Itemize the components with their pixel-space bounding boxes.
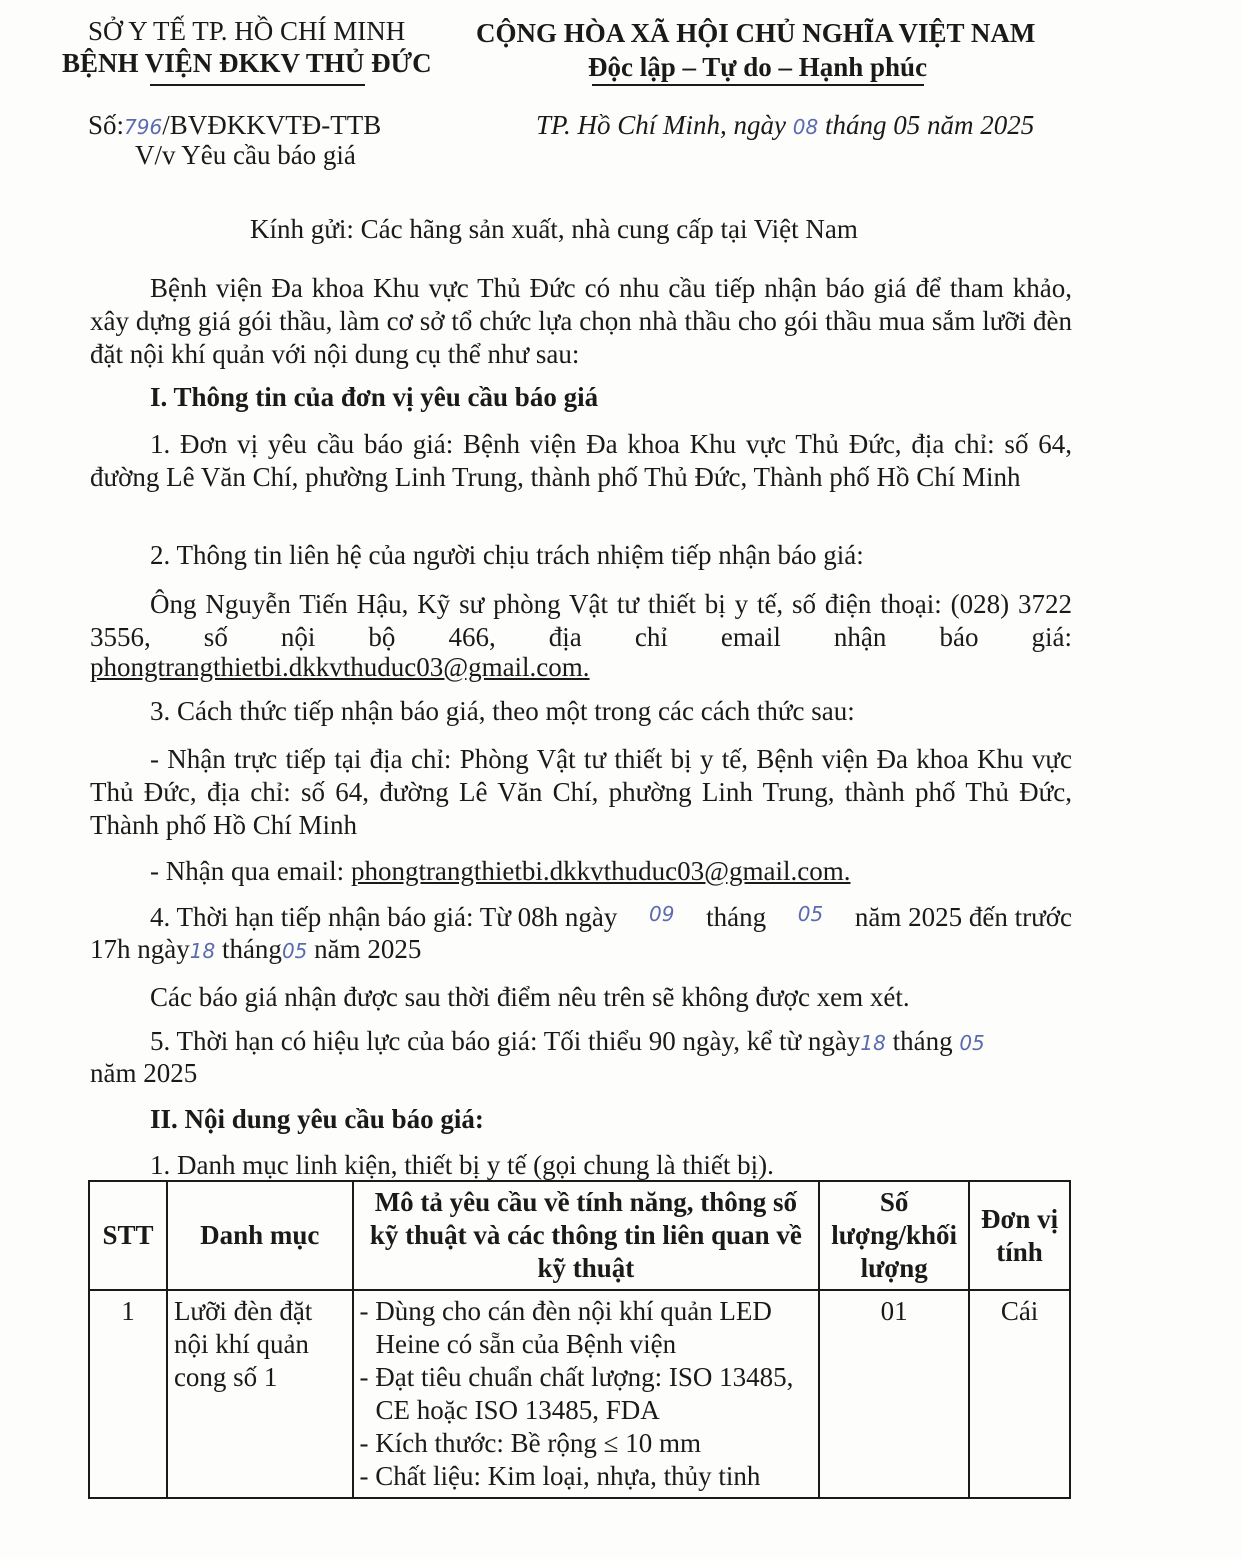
right-header-rule xyxy=(592,84,924,86)
section-1-item-3: 3. Cách thức tiếp nhận báo giá, theo một trong các cách thức sau: xyxy=(150,696,855,726)
contact-info: Ông Nguyễn Tiến Hậu, Kỹ sư phòng Vật tư thiết bị y tế, số điện thoại: (028) 3722 3556, số nội bộ 466, địa chỉ email nhận báo giá: xyxy=(90,589,1072,652)
cell-qty: 01 xyxy=(819,1290,969,1498)
cell-desc xyxy=(353,1290,820,1498)
item4-text-c: năm 2025 đến trước xyxy=(854,902,1072,932)
header-danh-muc: Danh mục xyxy=(167,1181,353,1290)
section-1-item-5-line2: năm 2025 xyxy=(90,1058,198,1088)
desc-item: - Chất liệu: Kim loại, nhựa, thủy tinh xyxy=(359,1461,761,1491)
subject-line: V/v Yêu cầu báo giá xyxy=(135,140,356,170)
section-1-item-4-line1 xyxy=(150,902,1072,933)
item5-text-b: tháng xyxy=(892,1026,953,1056)
handwritten-month-2: 05 xyxy=(281,939,308,963)
section-1-item-4-line2 xyxy=(90,934,421,965)
table-row xyxy=(89,1290,1070,1498)
header-so-luong: Số lượng/khối lượng xyxy=(819,1181,969,1290)
handwritten-day-2: 18 xyxy=(189,939,216,963)
item4-text-d: 17h ngày xyxy=(90,934,190,964)
handwritten-day-3: 18 xyxy=(860,1031,886,1055)
section-1-item-2: 2. Thông tin liên hệ của người chịu trách nhiệm tiếp nhận báo giá: xyxy=(150,540,864,570)
handwritten-month-1: 05 xyxy=(797,902,824,926)
handwritten-month-3: 05 xyxy=(959,1031,985,1055)
item4-text-f: năm 2025 xyxy=(314,934,422,964)
recipient: Kính gửi: Các hãng sản xuất, nhà cung cấp tại Việt Nam xyxy=(250,214,858,244)
equipment-table xyxy=(88,1180,1071,1499)
header-mo-ta: Mô tả yêu cầu về tính năng, thông số kỹ thuật và các thông tin liên quan về kỹ thuật xyxy=(353,1181,820,1290)
desc-item: - Đạt tiêu chuẩn chất lượng: ISO 13485, CE hoặc ISO 13485, FDA xyxy=(359,1362,794,1425)
section-1-item-1: 1. Đơn vị yêu cầu báo giá: Bệnh viện Đa khoa Khu vực Thủ Đức, địa chỉ: số 64, đường Lê Văn Chí, phường Linh Trung, thành phố Thủ Đức, Thành phố Hồ Chí Minh xyxy=(90,429,1072,492)
header-don-vi: Đơn vị tính xyxy=(969,1181,1070,1290)
agency-name: SỞ Y TẾ TP. HỒ CHÍ MINH xyxy=(88,16,406,46)
cell-unit: Cái xyxy=(969,1290,1070,1498)
item4-text-e: tháng xyxy=(221,934,282,964)
section-1-title: I. Thông tin của đơn vị yêu cầu báo giá xyxy=(150,382,599,412)
section-1-item-3a: - Nhận trực tiếp tại địa chỉ: Phòng Vật tư thiết bị y tế, Bệnh viện Đa khoa Khu vực Thủ Đức, địa chỉ: số 64, đường Lê Văn Chí, phường Linh Trung, thành phố Thủ Đức, Thành phố Hồ Chí Minh xyxy=(90,744,1072,840)
intro-paragraph: Bệnh viện Đa khoa Khu vực Thủ Đức có nhu cầu tiếp nhận báo giá để tham khảo, xây dựng giá gói thầu, làm cơ sở tổ chức lựa chọn nhà thầu cho gói thầu mua sắm lưỡi đèn đặt nội khí quản với nội dung cụ thể như sau: xyxy=(90,273,1072,369)
handwritten-day-1: 09 xyxy=(649,902,675,926)
document-number xyxy=(88,110,381,141)
motto: Độc lập – Tự do – Hạnh phúc xyxy=(588,52,928,82)
desc-item: - Kích thước: Bề rộng ≤ 10 mm xyxy=(359,1428,701,1458)
number-prefix: Số: xyxy=(88,110,125,140)
item4-text-b: tháng xyxy=(706,902,767,932)
contact-email-link[interactable]: phongtrangthietbi.dkkvthuduc03@gmail.com. xyxy=(90,652,590,682)
handwritten-day: 08 xyxy=(792,115,819,139)
header-stt: STT xyxy=(89,1181,167,1290)
number-suffix: /BVĐKKVTĐ-TTB xyxy=(162,110,382,140)
section-1-item-3b xyxy=(150,856,850,887)
section-2-item-1: 1. Danh mục linh kiện, thiết bị y tế (gọi chung là thiết bị). xyxy=(150,1150,774,1180)
left-header-rule xyxy=(150,84,365,86)
email-prefix: - Nhận qua email: xyxy=(150,856,345,886)
republic-name: CỘNG HÒA XÃ HỘI CHỦ NGHĨA VIỆT NAM xyxy=(476,18,1036,48)
desc-item: - Dùng cho cán đèn nội khí quản LED Heine có sẵn của Bệnh viện xyxy=(359,1296,772,1359)
receive-email-link[interactable]: phongtrangthietbi.dkkvthuduc03@gmail.com. xyxy=(350,856,851,886)
cell-stt: 1 xyxy=(89,1290,167,1498)
table-header-row xyxy=(89,1181,1070,1290)
section-2-title: II. Nội dung yêu cầu báo giá: xyxy=(150,1104,484,1134)
handwritten-number: 796 xyxy=(124,115,163,139)
item5-text-a: 5. Thời hạn có hiệu lực của báo giá: Tối thiểu 90 ngày, kể từ ngày xyxy=(150,1026,861,1056)
hospital-name: BỆNH VIỆN ĐKKV THỦ ĐỨC xyxy=(62,48,432,78)
item4-text-a: 4. Thời hạn tiếp nhận báo giá: Từ 08h ngày xyxy=(150,902,618,932)
document-date xyxy=(536,110,1034,141)
item4-note: Các báo giá nhận được sau thời điểm nêu trên sẽ không được xem xét. xyxy=(150,982,910,1012)
date-suffix: tháng 05 năm 2025 xyxy=(824,110,1035,140)
date-prefix: TP. Hồ Chí Minh, ngày xyxy=(536,110,787,140)
section-1-item-5-line1 xyxy=(150,1026,985,1057)
cell-name: Lưỡi đèn đặt nội khí quản cong số 1 xyxy=(167,1290,353,1498)
